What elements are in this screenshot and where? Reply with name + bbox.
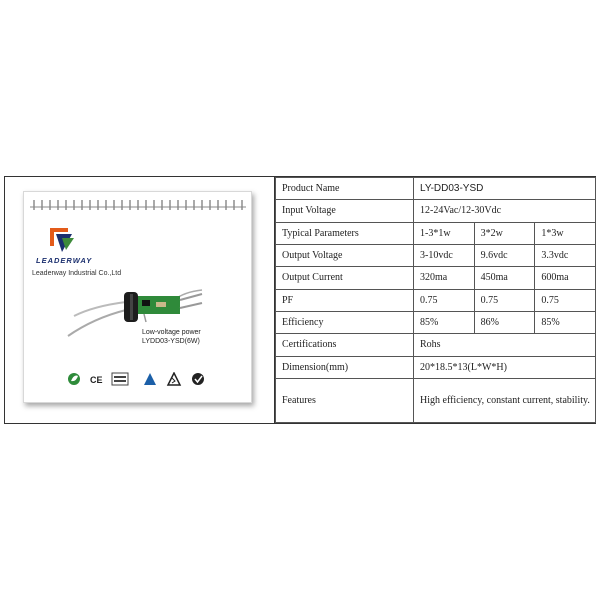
spec-value: Rohs [414,334,596,356]
spec-value: 450ma [474,267,535,289]
certification-icons [68,372,228,386]
product-description [142,328,201,346]
spec-value: 85% [535,311,596,333]
spec-value: 0.75 [414,289,475,311]
spec-value: 320ma [414,267,475,289]
product-name-value: LY-DD03-YSD [414,178,596,200]
spec-value: 12-24Vac/12-30Vdc [414,200,596,222]
spec-table [275,177,596,423]
desc-line-1: Low-voltage power [142,329,201,336]
spec-label: Output Voltage [276,244,414,266]
spec-label: Dimension(mm) [276,356,414,378]
spec-label: Efficiency [276,311,414,333]
spec-value: 1-3*1w [414,222,475,244]
spec-value: 1*3w [535,222,596,244]
brand-name: LEADERWAY [36,256,93,265]
table-row [276,334,596,356]
product-sheet [4,176,596,424]
table-row [276,267,596,289]
spec-label: Features [276,379,414,423]
c-tick-icon [192,373,204,385]
spec-value: 9.6vdc [474,244,535,266]
spiral-binding [28,198,248,212]
emc-icon [112,373,128,385]
saa-icon [144,373,156,385]
ce-mark-text: CE [90,375,103,385]
features-value: High efficiency, constant current, stability. [414,379,596,423]
spec-value: 600ma [535,267,596,289]
spec-value: 20*18.5*13(L*W*H) [414,356,596,378]
desc-line-2: LYDD03-YSD(6W) [142,338,200,345]
table-row [276,200,596,222]
spec-value: 3.3vdc [535,244,596,266]
spec-label: Typical Parameters [276,222,414,244]
spec-value: 0.75 [474,289,535,311]
warning-triangle-icon [168,373,180,385]
spec-label: Input Voltage [276,200,414,222]
spec-value: 85% [414,311,475,333]
table-row [276,178,596,200]
table-row [276,289,596,311]
spec-value: 86% [474,311,535,333]
table-row [276,379,596,423]
product-card-panel [5,177,275,423]
ce-icon [90,375,103,385]
spec-value: 3-10vdc [414,244,475,266]
spec-value: 3*2w [474,222,535,244]
catalog-card [23,191,252,403]
spec-label: Certifications [276,334,414,356]
table-row [276,222,596,244]
spec-label: Product Name [276,178,414,200]
spec-label: PF [276,289,414,311]
spec-value: 0.75 [535,289,596,311]
table-row [276,244,596,266]
table-row [276,311,596,333]
leaf-icon [68,373,80,385]
table-row [276,356,596,378]
company-name: Leaderway Industrial Co.,Ltd [32,270,122,277]
spec-label: Output Current [276,267,414,289]
